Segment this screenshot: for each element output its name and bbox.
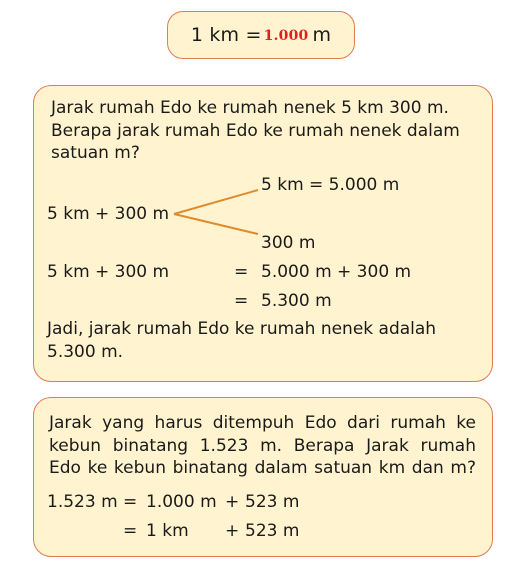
problem-1-question <box>51 97 460 165</box>
conversion-value: 1.000 <box>263 28 309 44</box>
step-2-equals: = <box>234 291 249 311</box>
row-2-plus: + <box>225 521 240 541</box>
conversion-left-text: 1 km = <box>190 24 262 46</box>
step-1-rhs: 5.000 m + 300 m <box>261 262 412 282</box>
row-2-value-b: 523 m <box>245 521 300 541</box>
row-1-value-a: 1.000 m <box>146 492 217 512</box>
row-1-lhs: 1.523 m = <box>47 492 138 512</box>
problem-2-question-line: Edo ke kebun binatang dalam satuan km dan m? <box>49 458 476 478</box>
conversion-box <box>167 11 355 59</box>
problem-2-question <box>49 412 476 480</box>
branch-line-bottom <box>174 214 258 234</box>
problem-1-question-line: Jarak rumah Edo ke rumah nenek 5 km 300 m. <box>51 98 449 118</box>
conclusion-line: 5.300 m. <box>47 341 124 362</box>
problem-2-question-line: Jarak yang harus ditempuh Edo dari rumah ke <box>49 413 476 433</box>
problem-1-conclusion <box>47 318 436 363</box>
decomposition-whole: 5 km + 300 m <box>47 204 170 224</box>
conversion-unit: m <box>312 24 332 46</box>
conclusion-line: Jadi, jarak rumah Edo ke rumah nenek adalah <box>47 319 437 339</box>
decomposition-bottom: 300 m <box>261 233 316 253</box>
row-2-equals: = <box>123 521 138 541</box>
step-2-rhs: 5.300 m <box>261 291 332 311</box>
problem-1-question-line: satuan m? <box>51 143 140 163</box>
step-1-equals: = <box>234 262 249 282</box>
branch-line-top <box>174 190 258 214</box>
row-1-plus: + <box>225 492 240 512</box>
problem-1-question-line: Berapa jarak rumah Edo ke rumah nenek dalam <box>51 120 460 141</box>
row-2-value-a: 1 km <box>146 521 189 541</box>
problem-2-question-line: kebun binatang 1.523 m. Berapa Jarak rumah <box>49 435 476 456</box>
step-1-lhs: 5 km + 300 m <box>47 262 170 282</box>
decomposition-branch-lines <box>172 188 262 236</box>
row-1-value-b: 523 m <box>245 492 300 512</box>
decomposition-top: 5 km = 5.000 m <box>261 175 400 195</box>
